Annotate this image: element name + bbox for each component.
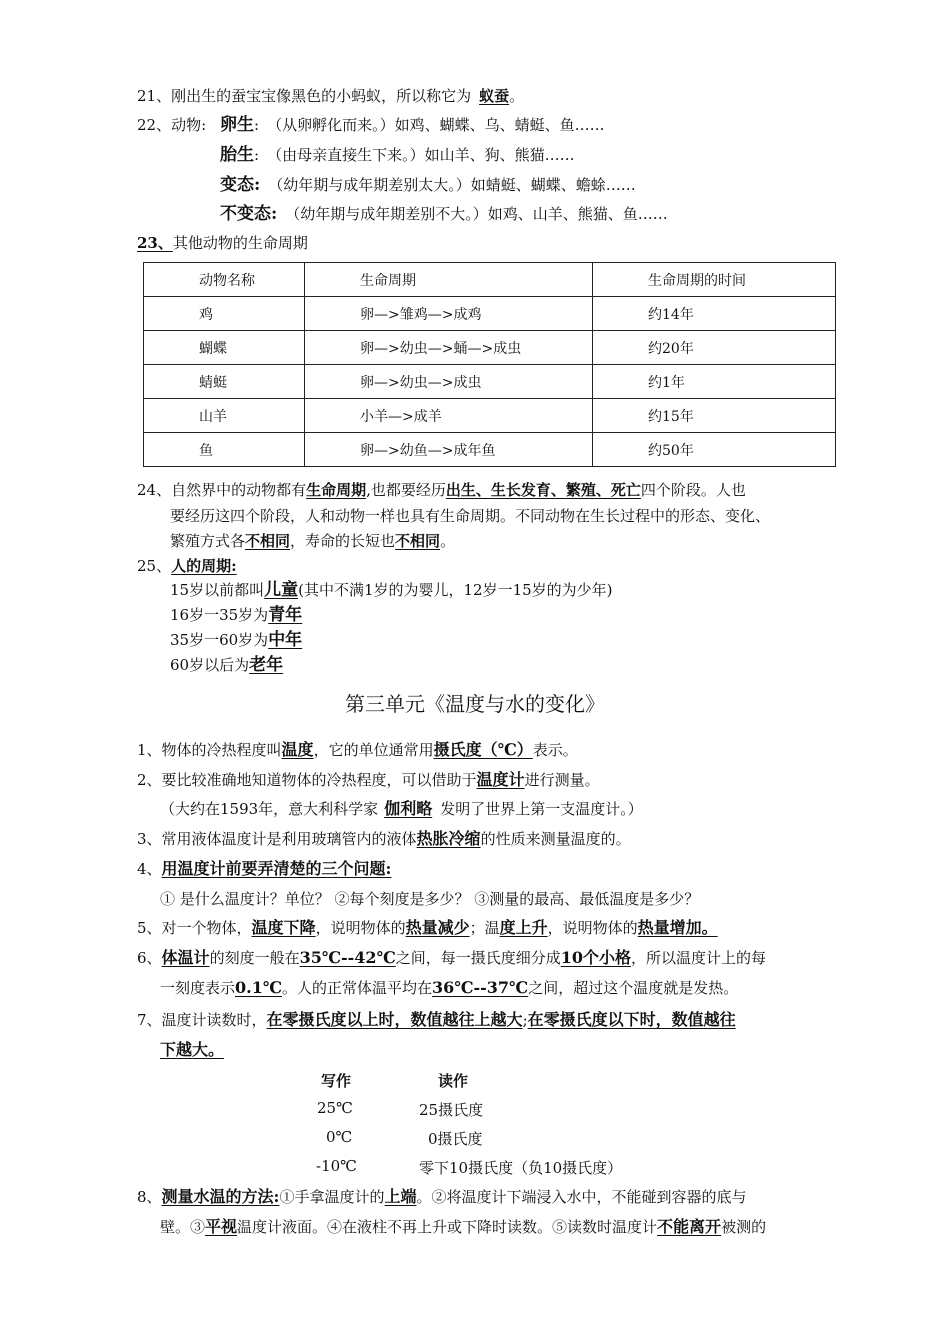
item-25-row: 60岁以后为老年 [170, 655, 284, 675]
reading-cell: 0摄氏度 [428, 1130, 483, 1148]
unit-item-4: 4、用温度计前要弄清楚的三个问题: [137, 859, 392, 878]
item-23-title: 23、其他动物的生命周期 [137, 234, 308, 252]
table-cell: 约14年 [593, 297, 836, 331]
unit-item-4-questions: ① 是什么温度计？单位？ ②每个刻度是多少？ ③测量的最高、最低温度是多少？ [160, 890, 700, 908]
table-row [144, 365, 836, 399]
table-cell: 卵—>幼虫—>成虫 [305, 365, 593, 399]
table-row [144, 399, 836, 433]
table-cell: 卵—>幼虫—>蛹—>成虫 [305, 331, 593, 365]
unit-item-6-line-2: 一刻度表示0.1℃。人的正常体温平均在36℃--37℃之间，超过这个温度就是发热。 [160, 978, 739, 997]
table-cell: 鱼 [144, 433, 305, 467]
table-cell: 小羊—>成羊 [305, 399, 593, 433]
item-24-line-1: 24、自然界中的动物都有生命周期,也都要经历出生、生长发育、繁殖、死亡四个阶段。人也 [137, 481, 746, 499]
unit-item-7-line-2: 下越大。 [160, 1040, 225, 1059]
item-22-row-2: 胎生: （由母亲直接生下来。）如山羊、狗、熊猫…… [220, 145, 575, 165]
table-cell: 卵—>幼鱼—>成年鱼 [305, 433, 593, 467]
unit-item-8-line-1: 8、测量水温的方法:①手拿温度计的上端。②将温度计下端浸入水中，不能碰到容器的底与 [137, 1187, 747, 1206]
item-22-row-4: 不变态: （幼年期与成年期差别不大。）如鸡、山羊、熊猫、鱼…… [220, 204, 668, 224]
unit-title: 第三单元《温度与水的变化》 [345, 692, 605, 716]
item-22-row-1: 卵生: （从卵孵化而来。）如鸡、蝴蝶、乌、蜻蜓、鱼…… [220, 115, 605, 135]
table-cell: 蜻蜓 [144, 365, 305, 399]
unit-item-2: 2、要比较准确地知道物体的冷热程度，可以借助于温度计进行测量。 [137, 770, 600, 789]
unit-item-2-note: （大约在1593年，意大利科学家 伽利略 发明了世界上第一支温度计。） [160, 799, 643, 818]
table-cell: 卵—>雏鸡—>成鸡 [305, 297, 593, 331]
table-cell: 鸡 [144, 297, 305, 331]
table-row [144, 297, 836, 331]
unit-item-8-line-2: 壁。③平视温度计液面。④在液柱不再上升或下降时读数。⑤读数时温度计不能离开被测的 [160, 1217, 767, 1236]
table-header-cell: 动物名称 [144, 263, 305, 297]
table-cell: 山羊 [144, 399, 305, 433]
table-row [144, 433, 836, 467]
key-term: 蚁蚕 [479, 87, 510, 105]
item-21: 21、刚出生的蚕宝宝像黑色的小蚂蚁，所以称它为 蚁蚕。 [137, 87, 525, 105]
item-22-row-3: 变态: （幼年期与成年期差别太大。）如蜻蜓、蝴蝶、蟾蜍…… [220, 175, 636, 195]
reading-cell: -10℃ [316, 1157, 357, 1175]
item-24-line-2: 要经历这四个阶段，人和动物一样也具有生命周期。不同动物在生长过程中的形态、变化、 [170, 507, 771, 525]
item-24-line-3: 繁殖方式各不相同，寿命的长短也不相同。 [170, 532, 456, 550]
unit-item-6-line-1: 6、体温计的刻度一般在35℃--42℃之间，每一摄氏度细分成10个小格，所以温度计上的每 [137, 948, 767, 967]
reading-cell: 25℃ [317, 1099, 353, 1117]
reading-header: 写作 [321, 1072, 352, 1090]
table-cell: 约20年 [593, 331, 836, 365]
reading-header: 读作 [438, 1072, 469, 1090]
item-25-row: 35岁一60岁为中年 [170, 630, 303, 650]
unit-item-1: 1、物体的冷热程度叫温度，它的单位通常用摄氏度（℃）表示。 [137, 740, 578, 759]
table-cell: 约50年 [593, 433, 836, 467]
table-header-row [144, 263, 836, 297]
table-header-cell: 生命周期的时间 [593, 263, 836, 297]
table-cell: 蝴蝶 [144, 331, 305, 365]
table-row [144, 331, 836, 365]
unit-item-3: 3、常用液体温度计是利用玻璃管内的液体热胀冷缩的性质来测量温度的。 [137, 829, 631, 848]
unit-item-5: 5、对一个物体，温度下降，说明物体的热量减少；温度上升，说明物体的热量增加。 [137, 918, 718, 937]
reading-cell: 25摄氏度 [419, 1101, 484, 1119]
item-22-label: 22、动物: [137, 116, 207, 134]
table-cell: 约1年 [593, 365, 836, 399]
unit-item-7-line-1: 7、温度计读数时，在零摄氏度以上时，数值越往上越大;在零摄氏度以下时，数值越往 [137, 1010, 736, 1029]
table-header-cell: 生命周期 [305, 263, 593, 297]
item-25-title: 25、人的周期: [137, 557, 237, 575]
reading-cell: 0℃ [326, 1128, 353, 1146]
item-25-row: 15岁以前都叫儿童(其中不满1岁的为婴儿，12岁一15岁的为少年) [170, 580, 613, 600]
item-25-row: 16岁一35岁为青年 [170, 605, 303, 625]
reading-cell: 零下10摄氏度（负10摄氏度） [419, 1159, 623, 1177]
life-cycle-table [143, 262, 836, 467]
table-cell: 约15年 [593, 399, 836, 433]
